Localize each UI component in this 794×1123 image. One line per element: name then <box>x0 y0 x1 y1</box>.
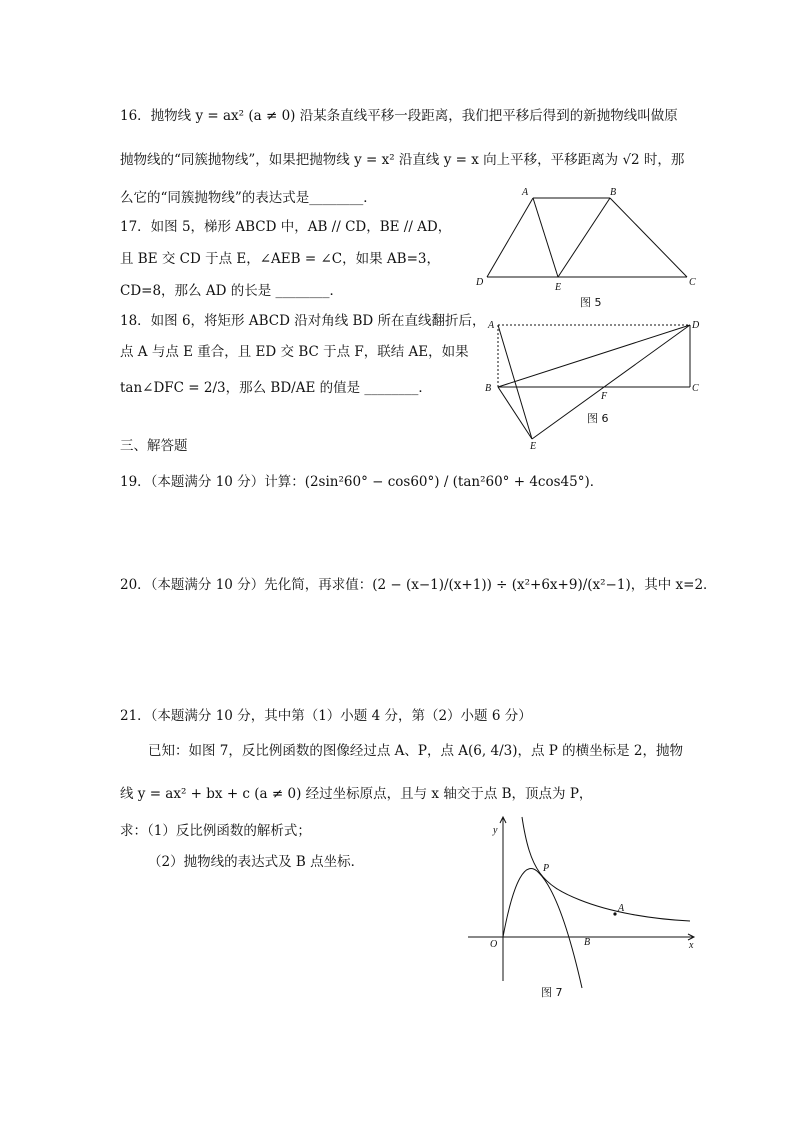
fig5-label-e: E <box>555 282 562 293</box>
fig5-label-b: B <box>610 187 617 198</box>
fig6-diagonal-bd <box>498 325 690 387</box>
fig6-label-d: D <box>692 320 700 331</box>
q21-line3: 求：（1）反比例函数的解析式； <box>120 823 311 839</box>
fig7-label-p: P <box>543 863 550 874</box>
fig7-parabola <box>503 869 582 988</box>
fig6-label-f: F <box>601 391 608 402</box>
fig5-segment-ae <box>533 198 558 277</box>
fig6-label-e: E <box>530 441 537 452</box>
fig6-label-c: C <box>692 383 699 394</box>
q16-line1: 16．抛物线 y = ax² (a ≠ 0) 沿某条直线平移一段距离，我们把平移后得到的新抛物线叫做原 <box>120 108 678 124</box>
q19-text: 19．（本题满分 10 分）计算：(2sin²60° − cos60°) / (tan²60° + 4cos45°)． <box>120 474 604 490</box>
figure-6 <box>480 315 710 455</box>
fig6-label-a: A <box>488 320 495 331</box>
fig5-label-a: A <box>522 187 529 198</box>
fig6-label-b: B <box>485 383 492 394</box>
q17-line3: CD=8，那么 AD 的长是 ________． <box>120 283 344 299</box>
fig5-segment-be <box>558 198 610 277</box>
fig6-segment-be <box>498 387 532 439</box>
fig6-segment-ed <box>532 325 690 439</box>
fig7-label-b: B <box>584 937 591 948</box>
fig7-label-x: x <box>689 940 694 951</box>
section-title: 三、解答题 <box>120 438 188 454</box>
figure-7 <box>460 815 705 1010</box>
q16-line3: 么它的“同簇抛物线”的表达式是________． <box>120 190 377 206</box>
fig7-label-y: y <box>493 825 498 836</box>
fig7-point-a <box>613 912 616 915</box>
q21-header: 21．（本题满分 10 分，其中第（1）小题 4 分，第（2）小题 6 分） <box>120 708 532 724</box>
fig6-segment-ae <box>498 325 532 439</box>
fig5-label-d: D <box>476 277 484 288</box>
q17-line2: 且 BE 交 CD 于点 E，∠AEB = ∠C，如果 AB=3， <box>120 251 440 267</box>
q21-line2: 线 y = ax² + bx + c (a ≠ 0) 经过坐标原点，且与 x 轴交于点 B，顶点为 P， <box>120 786 593 802</box>
fig5-label-c: C <box>689 277 696 288</box>
q21-line1: 已知：如图 7，反比例函数的图像经过点 A、P，点 A(6, 4/3)，点 P 的横坐标是 2，抛物 <box>148 743 684 759</box>
q18-line1: 18．如图 6，将矩形 ABCD 沿对角线 BD 所在直线翻折后， <box>120 313 486 329</box>
q17-line1: 17．如图 5，梯形 ABCD 中，AB // CD，BE // AD， <box>120 219 452 235</box>
fig5-segment-ad <box>487 198 533 277</box>
q18-line3: tan∠DFC = 2/3，那么 BD/AE 的值是 ________． <box>120 380 432 396</box>
fig5-segment-bc <box>610 198 687 277</box>
figure-5 <box>470 185 705 315</box>
fig6-caption: 图 6 <box>587 412 609 425</box>
fig7-caption: 图 7 <box>541 986 563 999</box>
q20-text: 20．（本题满分 10 分）先化简，再求值：(2 − (x−1)/(x+1)) ÷ (x²+6x+9)/(x²−1)，其中 x=2． <box>120 577 717 593</box>
fig7-label-o: O <box>490 939 498 950</box>
fig7-label-a: A <box>618 903 625 914</box>
q16-line2: 抛物线的“同簇抛物线”，如果把抛物线 y = x² 沿直线 y = x 向上平移，平移距离为 √2 时，那 <box>120 152 685 168</box>
q21-line4: （2）抛物线的表达式及 B 点坐标． <box>148 854 365 870</box>
fig5-caption: 图 5 <box>580 296 602 309</box>
q18-line2: 点 A 与点 E 重合，且 ED 交 BC 于点 F，联结 AE，如果 <box>120 344 469 360</box>
